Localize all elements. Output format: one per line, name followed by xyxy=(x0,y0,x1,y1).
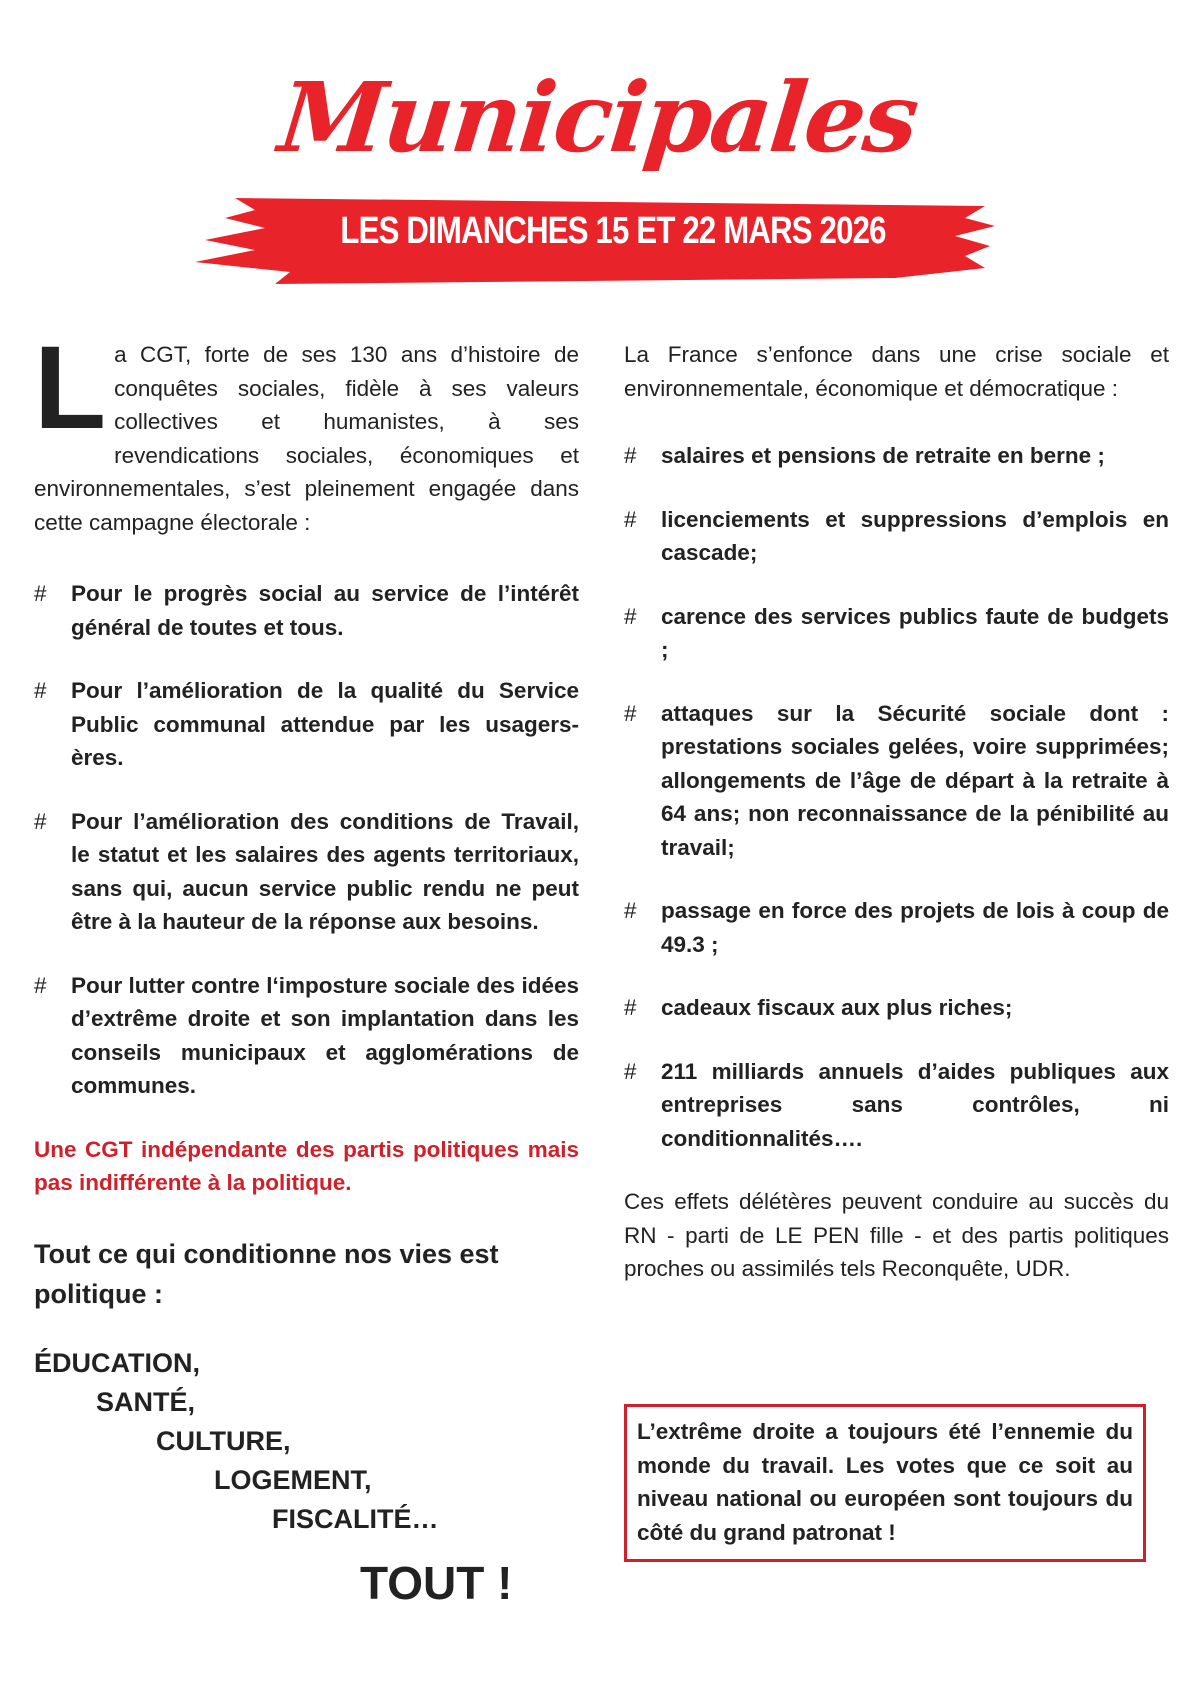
dropcap: L xyxy=(34,322,107,454)
hash-marker: # xyxy=(624,898,637,923)
hash-marker: # xyxy=(34,581,47,606)
list-item xyxy=(34,969,579,1103)
election-dates: LES DIMANCHES 15 ET 22 MARS 2026 xyxy=(340,210,886,252)
list-item xyxy=(34,805,579,939)
hash-marker: # xyxy=(34,972,47,998)
politics-heading: Tout ce qui conditionne nos vies est politique : xyxy=(34,1238,499,1309)
intro-paragraph xyxy=(34,322,579,539)
list-item xyxy=(624,439,1169,473)
right-column xyxy=(624,338,1169,1286)
topic-logement: LOGEMENT, xyxy=(214,1464,372,1495)
independence-note: Une CGT indépendante des partis politiques mais pas indifférente à la politique. xyxy=(34,1136,579,1195)
closing-paragraph: Ces effets délétères peuvent conduire au succès du RN - parti de LE PEN fille - et des partis politiques proches ou assimilés tels Reconquête, UDR. xyxy=(624,1189,1169,1281)
title-municipales: Municipales xyxy=(274,61,923,174)
far-right-warning-box: L’extrême droite a toujours été l’ennemie du monde du travail. Les votes que ce soit au niveau national ou européen sont toujours du côté du grand patronat ! xyxy=(624,1404,1146,1562)
topic-culture: CULTURE, xyxy=(156,1425,291,1456)
list-item xyxy=(624,600,1169,667)
hash-marker: # xyxy=(624,506,637,532)
bullet-text: Pour l’amélioration de la qualité du Service Public communal attendue par les usagers-ères. xyxy=(71,678,579,770)
hash-marker: # xyxy=(624,603,637,629)
list-item xyxy=(624,1055,1169,1156)
hash-marker: # xyxy=(624,700,637,726)
crisis-intro: La France s’enfonce dans une crise sociale et environnementale, économique et démocratique : xyxy=(624,342,1169,401)
topic-fiscalite: FISCALITÉ… xyxy=(272,1503,439,1534)
header-banner xyxy=(0,60,1200,300)
bullet-text: Pour l’amélioration des conditions de Travail, le statut et les salaires des agents territoriaux, sans qui, aucun service public rendu ne peut être à la hauteur de la réponse aux besoins. xyxy=(71,808,579,934)
bullet-text: attaques sur la Sécurité sociale dont : prestations sociales gelées, voire supprimées; allongements de l’âge de départ à la retraite à 64 ans; non reconnaissance de la pénibilité au travail; xyxy=(661,700,1169,860)
hash-marker: # xyxy=(34,808,47,834)
bullet-text: licenciements et suppressions d’emplois en cascade; xyxy=(661,506,1169,565)
hash-marker: # xyxy=(624,1058,637,1084)
bullet-text: Pour lutter contre l‘imposture sociale des idées d’extrême droite et son implantation dans les conseils municipaux et agglomérations de communes. xyxy=(71,972,579,1098)
bullet-text: carence des services publics faute de budgets ; xyxy=(661,603,1169,662)
bullet-text: salaires et pensions de retraite en berne ; xyxy=(661,443,1105,468)
intro-text: a CGT, forte de ses 130 ans d’histoire de conquêtes sociales, fidèle à ses valeurs collectives et humanistes, à ses revendications sociales, économiques et environnementales, s’est pleinement engagée dans cette campagne électorale : xyxy=(34,342,579,535)
list-item xyxy=(624,697,1169,865)
list-item xyxy=(624,991,1169,1025)
list-item xyxy=(624,503,1169,570)
list-item xyxy=(34,674,579,775)
list-item xyxy=(34,577,579,644)
bullet-text: cadeaux fiscaux aux plus riches; xyxy=(661,995,1013,1020)
hash-marker: # xyxy=(624,995,637,1020)
hash-marker: # xyxy=(34,678,47,703)
bullet-text: Pour le progrès social au service de l’intérêt général de toutes et tous. xyxy=(71,581,579,640)
hash-marker: # xyxy=(624,443,637,468)
bullet-text: 211 milliards annuels d’aides publiques aux entreprises sans contrôles, ni conditionnalités…. xyxy=(661,1058,1169,1151)
topic-education: ÉDUCATION, xyxy=(34,1347,200,1378)
tout-headline: TOUT ! xyxy=(360,1557,513,1609)
list-item xyxy=(624,894,1169,961)
bullet-text: passage en force des projets de lois à coup de 49.3 ; xyxy=(661,898,1169,957)
left-column xyxy=(34,322,579,1539)
topic-sante: SANTÉ, xyxy=(96,1386,196,1417)
topics-staircase xyxy=(34,1344,579,1539)
